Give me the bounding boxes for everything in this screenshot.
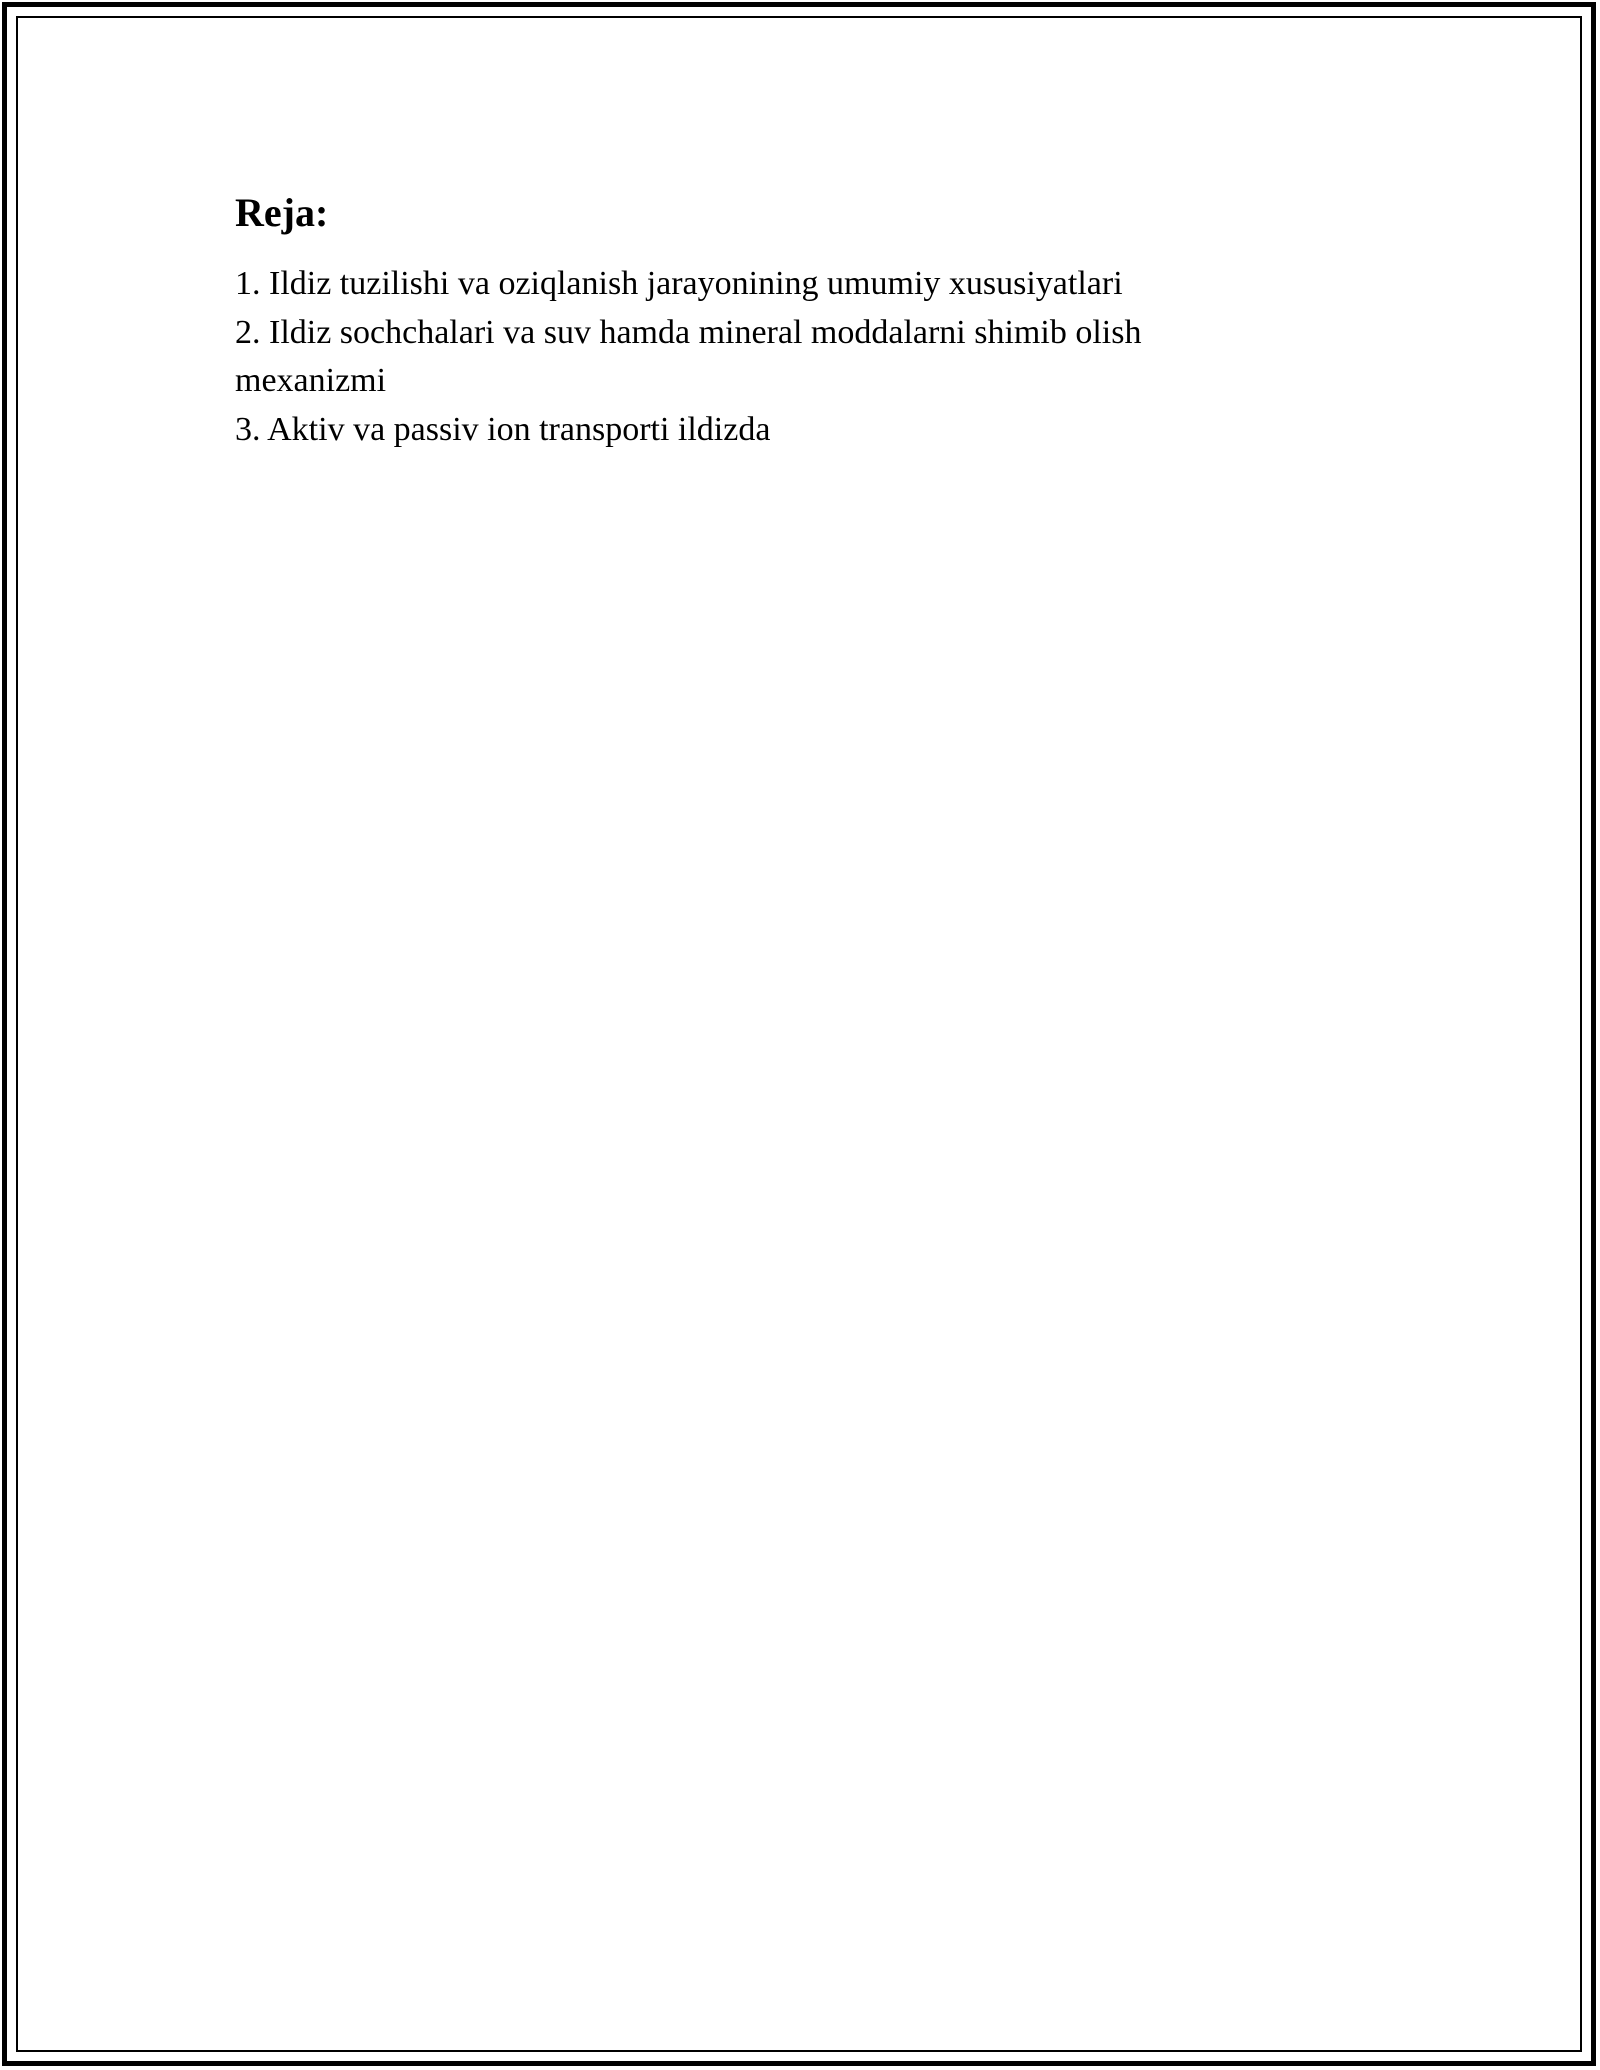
plan-item-2: 2. Ildiz sochchalari va suv hamda mineral moddalarni shimib olish mexanizmi	[235, 313, 1142, 399]
plan-list	[235, 260, 1275, 454]
page-content	[235, 186, 1275, 454]
plan-item-3: 3. Aktiv va passiv ion transporti ildizda	[235, 410, 771, 448]
plan-item-1: 1. Ildiz tuzilishi va oziqlanish jarayonining umumiy xususiyatlari	[235, 265, 1123, 302]
plan-heading: Reja:	[235, 190, 329, 235]
